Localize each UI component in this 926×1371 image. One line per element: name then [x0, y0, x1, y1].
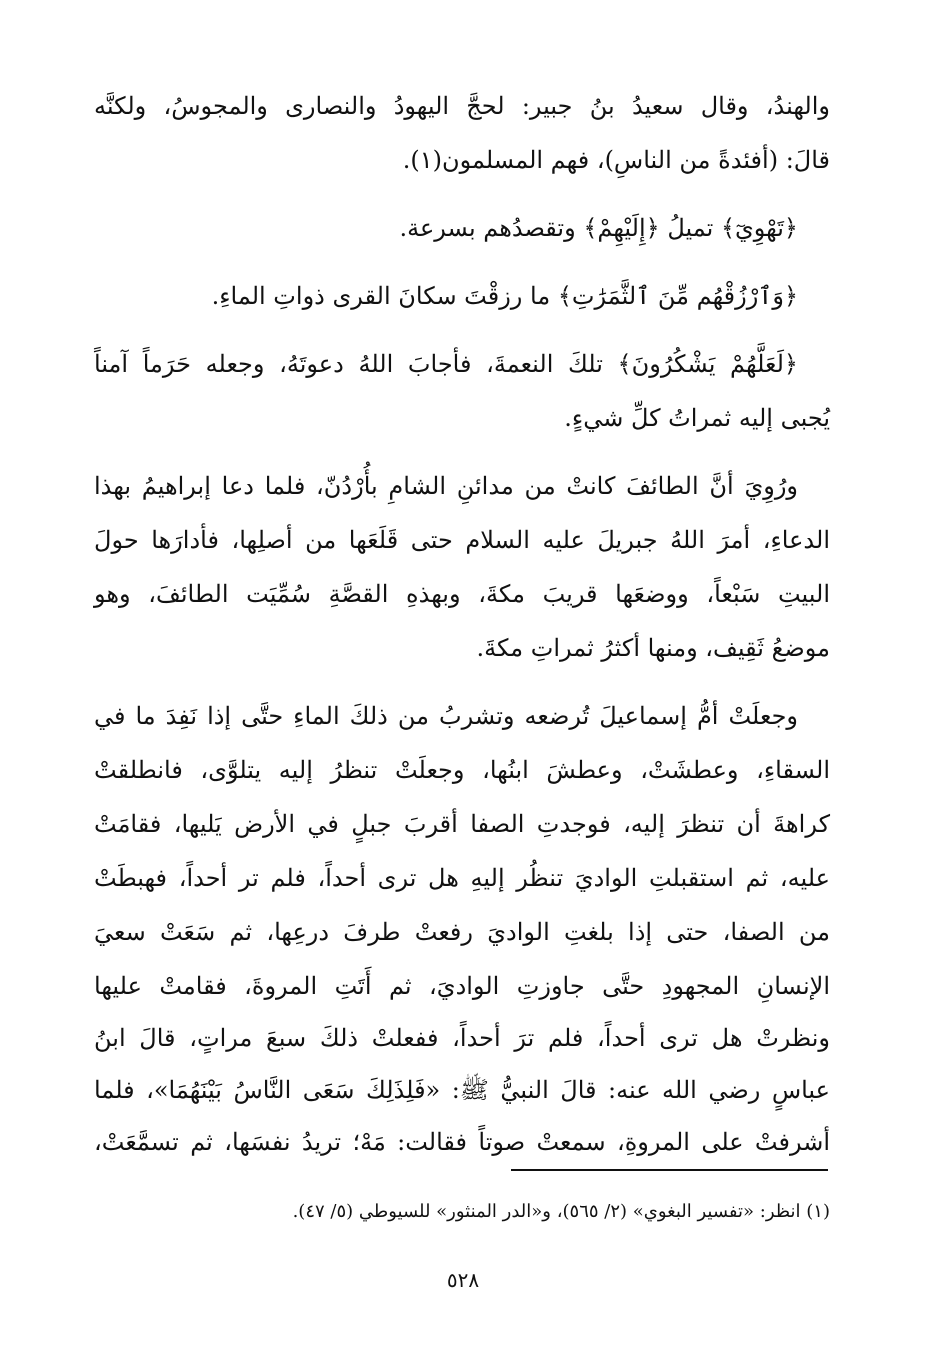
text-line: عليه، ثم استقبلتِ الواديَ تنظُر إليهِ هل ترى أحداً، فلم تر أحداً، فهبطَتْ: [94, 864, 830, 892]
text-line: السقاءِ، وعطشَتْ، وعطشَ ابنُها، وجعلَتْ تنظرُ إليه يتلوَّى، فانطلقتْ: [94, 756, 830, 784]
text-line: الإنسانِ المجهودِ حتَّى جاوزتِ الواديَ، ثم أَتَتِ المروةَ، فقامتْ عليها: [94, 972, 830, 1000]
quran-gloss-line: ﴿وَٱرْزُقْهُم مِّنَ ٱلثَّمَرَٰتِ﴾ ما رزقْتَ سكانَ القرى ذواتِ الماءِ.: [211, 282, 798, 310]
text-line: عباسٍ رضي الله عنه: قالَ النبيُّ ﷺ: «فَلِذَلِكَ سَعَى النَّاسُ بَيْنَهُمَا»، فلما: [94, 1076, 830, 1104]
text-line: قالَ: (أفئدةً من الناسِ)، فهم المسلمون(١).: [402, 146, 830, 174]
text-line: ونظرتْ هل ترى أحداً، فلم ترَ أحداً، ففعلتْ ذلكَ سبعَ مراتٍ، قالَ ابنُ: [94, 1024, 830, 1052]
text-line: البيتِ سَبْعاً، ووضعَها قريبَ مكةَ، وبهذهِ القصَّةِ سُمِّيَت الطائفَ، وهو: [94, 580, 830, 608]
quran-gloss-line: ﴿تَهْوِيٓ﴾ تميلُ ﴿إِلَيْهِمْ﴾ وتقصدُهم بسرعة.: [399, 214, 798, 242]
footnote: (١) انظر: «تفسير البغوي» (٢/ ٥٦٥)، و«الدر المنثور» للسيوطي (٥/ ٤٧).: [292, 1201, 830, 1222]
page-number: ٥٢٨: [446, 1268, 480, 1292]
text-line: ورُوِيَ أنَّ الطائفَ كانتْ من مدائنِ الشامِ بأُرْدُنّ، فلما دعا إبراهيمُ بهذا: [94, 472, 798, 500]
text-line: وجعلَتْ أمُّ إسماعيلَ تُرضعه وتشربُ من ذلكَ الماءِ حتَّى إذا نَفِدَ ما في: [94, 702, 798, 730]
text-line: كراهةَ أن تنظرَ إليه، فوجدتِ الصفا أقربَ جبلٍ في الأرض يَليها، فقامَتْ: [94, 810, 830, 838]
text-line: والهندُ، وقال سعيدُ بنُ جبير: لحجَّ اليهودُ والنصارى والمجوسُ، ولكنَّه: [94, 92, 830, 120]
text-line: الدعاءِ، أمرَ اللهُ جبريلَ عليه السلام حتى قَلَعَها من أصلِها، فأدارَها حولَ: [94, 526, 830, 554]
text-line: من الصفا، حتى إذا بلغتِ الواديَ رفعتْ طرفَ درعِها، ثم سَعَتْ سعيَ: [94, 918, 830, 946]
text-line: موضعُ ثَقِيف، ومنها أكثرُ ثمراتِ مكةَ.: [476, 634, 830, 662]
footnote-separator: [511, 1169, 828, 1171]
text-line: أشرفتْ على المروةِ، سمعتْ صوتاً فقالت: مَهْ؛ تريدُ نفسَها، ثم تسمَّعَتْ،: [94, 1128, 830, 1156]
text-line: يُجبى إليه ثمراتُ كلِّ شيءٍ.: [564, 404, 830, 432]
quran-gloss-line: ﴿لَعَلَّهُمْ يَشْكُرُونَ﴾ تلكَ النعمةَ، فأجابَ اللهُ دعوتَهُ، وجعله حَرَماً آمناً: [94, 350, 798, 378]
